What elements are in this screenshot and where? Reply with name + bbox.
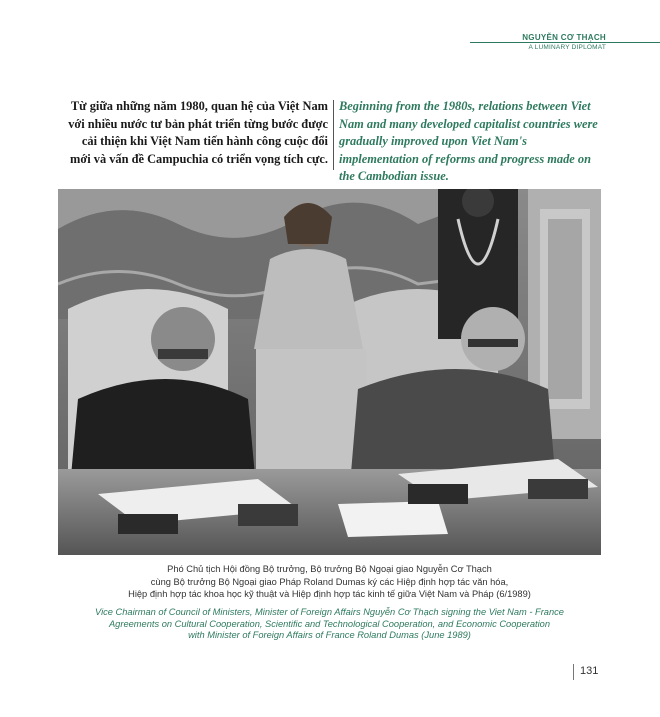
page-number: 131: [580, 665, 599, 677]
caption-vn-line: Hiệp định hợp tác khoa học kỹ thuật và Hiệp định hợp tác kinh tế giữa Việt Nam và Pháp (6/1989): [128, 589, 531, 600]
header-rule: [470, 42, 660, 43]
caption-en-line: with Minister of Foreign Affairs of France Roland Dumas (June 1989): [188, 630, 471, 641]
caption-vietnamese: [58, 563, 601, 601]
quote-divider: [333, 100, 334, 170]
page-number-divider: [573, 664, 574, 680]
quote-english: Beginning from the 1980s, relations between Viet Nam and many developed capitalist countries were gradually improved upon Viet Nam's implementation of reforms and progress made on the Cambodian issue.: [339, 99, 598, 184]
caption-en-line: Vice Chairman of Council of Ministers, Minister of Foreign Affairs Nguyễn Cơ Thạch signing the Viet Nam - France: [95, 607, 564, 617]
running-header-title: NGUYỄN CƠ THẠCH: [522, 33, 606, 42]
quote-vietnamese: Từ giữa những năm 1980, quan hệ của Việt Nam với nhiều nước tư bản phát triển từng bước được cải thiện khi Việt Nam tiến hành công cuộc đổi mới và vấn đề Campuchia có triển vọng tích cực.: [68, 99, 328, 166]
caption-vn-line: Phó Chủ tịch Hội đồng Bộ trưởng, Bộ trưởng Bộ Ngoại giao Nguyễn Cơ Thạch: [167, 564, 492, 574]
caption-english: [58, 607, 601, 642]
caption-en-line: Agreements on Cultural Cooperation, Scientific and Technological Cooperation, and Economic Cooperation: [108, 618, 550, 629]
caption-vn-line: cùng Bộ trưởng Bộ Ngoại giao Pháp Roland Dumas ký các Hiệp định hợp tác văn hóa,: [150, 576, 509, 587]
running-header-subtitle: A LUMINARY DIPLOMAT: [528, 44, 606, 51]
signing-ceremony-photo: [58, 189, 601, 555]
